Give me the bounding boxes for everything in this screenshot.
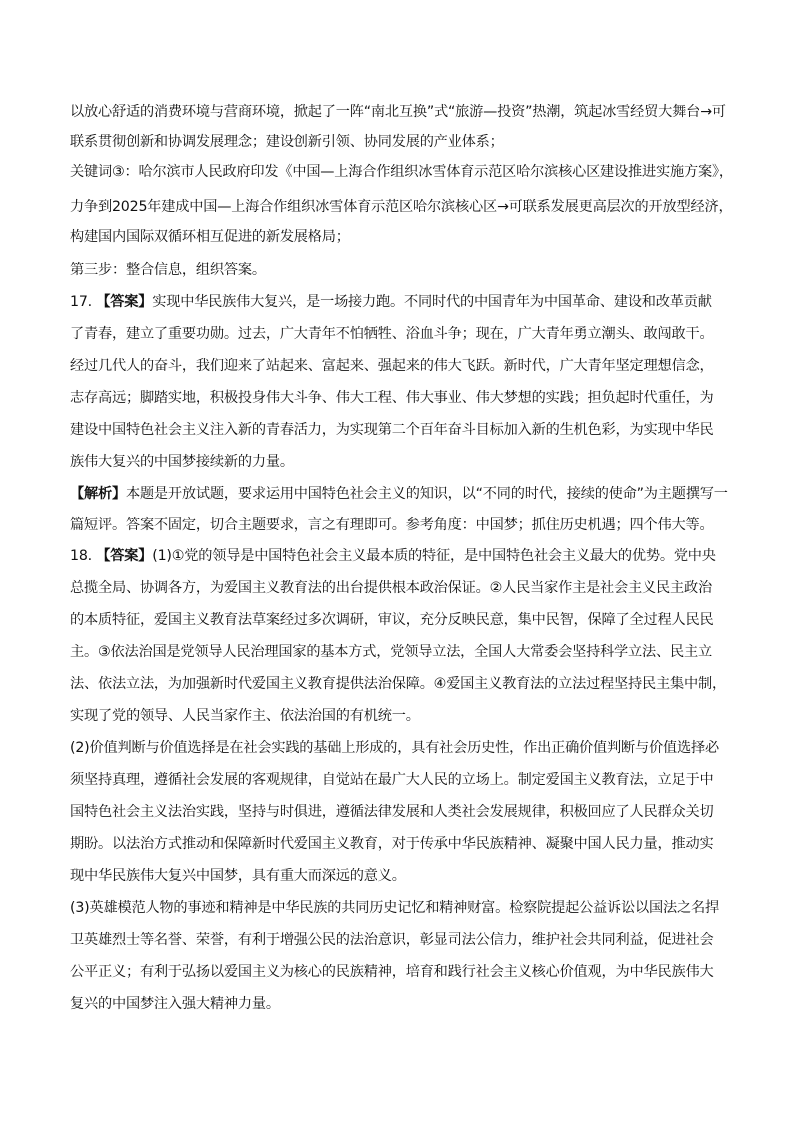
text-line: 篇短评。答案不固定，切合主题要求，言之有理即可。参考角度：中国梦；抓住历史机遇；四个伟大等。 [70, 517, 714, 533]
answer-text: (1)①党的领导是中国特色社会主义最本质的特征，是中国特色社会主义最大的优势。党中央 [152, 548, 716, 564]
analysis-tag: 【解析】 [70, 486, 126, 502]
text-line: (3)英雄模范人物的事迹和精神是中华民族的共同历史记忆和精神财富。检察院提起公益诉讼以国法之名捍 [70, 900, 719, 916]
text-line: 法、依法立法，为加强新时代爱国主义教育提供法治保障。④爱国主义教育法的立法过程坚持民主集中制， [70, 676, 726, 692]
text-line: 族伟大复兴的中国梦接续新的力量。 [70, 454, 294, 470]
answer-text: 实现中华民族伟大复兴，是一场接力跑。不同时代的中国青年为中国革命、建设和改革贡献 [152, 294, 712, 310]
text-line: 国特色社会主义法治实践，坚持与时俱进，遵循法律发展和人类社会发展规律，积极回应了人民群众关切 [70, 804, 714, 820]
text-line: 志存高远；脚踏实地，积极投身伟大斗争、伟大工程、伟大事业、伟大梦想的实践；担负起时代重任，为 [70, 390, 714, 406]
text-line: 复兴的中国梦注入强大精神力量。 [70, 996, 280, 1012]
text-line: 期盼。以法治方式推动和保障新时代爱国主义教育，对于传承中华民族精神、凝聚中国人民力量，推动实 [70, 836, 714, 852]
q17-analysis-line [70, 484, 735, 504]
text-line: 构建国内国际双循环相互促进的新发展格局； [70, 229, 350, 245]
q17-answer-line [70, 292, 735, 312]
answer-tag: 【答案】 [96, 294, 153, 310]
text-line: 第三步：整合信息，组织答案。 [70, 262, 266, 278]
text-line: 总揽全局、协调各方，为爱国主义教育法的出台提供根本政治保证。②人民当家作主是社会主义民主政治 [70, 580, 712, 596]
text-line: 以放心舒适的消费环境与营商环境，掀起了一阵“南北互换”式“旅游—投资”热潮，筑起冰雪经贸大舞台→可 [70, 104, 726, 120]
text-line: 须坚持真理，遵循社会发展的客观规律，自觉站在最广大人民的立场上。制定爱国主义教育法，立足于中 [70, 772, 714, 788]
q18-answer-line [70, 546, 735, 566]
text-line: (2)价值判断与价值选择是在社会实践的基础上形成的，具有社会历史性，作出正确价值判断与价值选择必 [70, 740, 719, 756]
text-line: 主。③依法治国是党领导人民治理国家的基本方式，党领导立法，全国人大常委会坚持科学立法、民主立 [70, 644, 712, 660]
text-line: 公平正义；有利于弘扬以爱国主义为核心的民族精神，培育和践行社会主义核心价值观，为中华民族伟大 [70, 964, 714, 980]
question-number: 17. [70, 294, 92, 310]
text-line: 关键词③：哈尔滨市人民政府印发《中国—上海合作组织冰雪体育示范区哈尔滨核心区建设推进实施方案》， [70, 164, 733, 180]
text-line: 实现了党的领导、人民当家作主、依法治国的有机统一。 [70, 708, 420, 724]
text-line: 的本质特征，爱国主义教育法草案经过多次调研，审议，充分反映民意，集中民智，保障了全过程人民民 [70, 612, 714, 628]
analysis-text: 本题是开放试题，要求运用中国特色社会主义的知识，以“不同的时代，接续的使命”为主题撰写一 [125, 486, 728, 502]
text-line: 了青春，建立了重要功勋。过去，广大青年不怕牺牲、浴血斗争；现在，广大青年勇立潮头、敢闯敢干。 [70, 326, 714, 342]
text-line: 联系贯彻创新和协调发展理念；建设创新引领、协同发展的产业体系； [70, 134, 504, 150]
answer-tag: 【答案】 [96, 548, 153, 564]
text-line: 经过几代人的奋斗，我们迎来了站起来、富起来、强起来的伟大飞跃。新时代，广大青年坚定理想信念， [70, 358, 714, 374]
text-line: 卫英雄烈士等名誉、荣誉，有利于增强公民的法治意识，彰显司法公信力，维护社会共同利益，促进社会 [70, 932, 714, 948]
question-number: 18. [70, 548, 92, 564]
text-line: 建设中国特色社会主义注入新的青春活力，为实现第二个百年奋斗目标加入新的生机色彩，为实现中华民 [70, 422, 714, 438]
text-line: 现中华民族伟大复兴中国梦，具有重大而深远的意义。 [70, 868, 406, 884]
text-line: 力争到2025年建成中国—上海合作组织冰雪体育示范区哈尔滨核心区→可联系发展更高层次的开放型经济， [70, 199, 733, 215]
